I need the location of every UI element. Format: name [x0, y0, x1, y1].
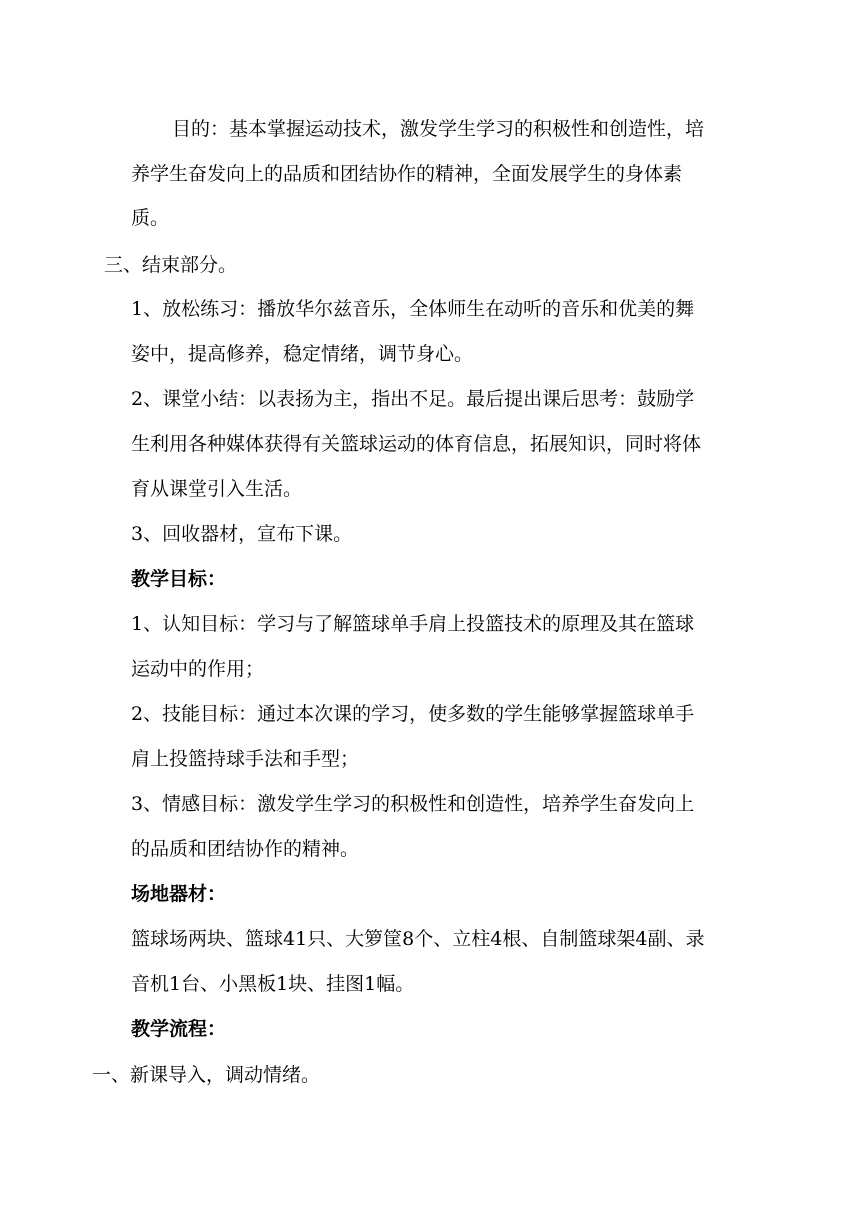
purpose-line-3: 质。: [131, 207, 170, 229]
objective1-line-1: 1、认知目标：学习与了解篮球单手肩上投篮技术的原理及其在篮球: [131, 613, 695, 635]
objective2-line-2: 肩上投篮持球手法和手型；: [131, 748, 360, 770]
objective3-line-2: 的品质和团结协作的精神。: [131, 838, 360, 860]
section-one-heading: 一、新课导入，调动情绪。: [92, 1064, 321, 1086]
objective1-line-2: 运动中的作用；: [131, 658, 265, 680]
item3-line: 3、回收器材，宣布下课。: [131, 523, 353, 545]
objective3-line-1: 3、情感目标：激发学生学习的积极性和创造性，培养学生奋发向上: [131, 793, 695, 815]
objective2-line-1: 2、技能目标：通过本次课的学习，使多数的学生能够掌握篮球单手: [131, 703, 695, 725]
item2-line-1: 2、课堂小结：以表扬为主，指出不足。最后提出课后思考：鼓励学: [131, 388, 695, 410]
process-heading: 教学流程：: [131, 1018, 227, 1040]
purpose-line-2: 养学生奋发向上的品质和团结协作的精神，全面发展学生的身体素: [131, 163, 683, 185]
item1-line-2: 姿中，提高修养，稳定情绪，调节身心。: [131, 343, 474, 365]
item2-line-3: 育从课堂引入生活。: [131, 478, 303, 500]
equipment-line-1: 篮球场两块、篮球41只、大箩筐8个、立柱4根、自制篮球架4副、录: [131, 928, 705, 950]
equipment-heading: 场地器材：: [131, 883, 227, 905]
equipment-line-2: 音机1台、小黑板1块、挂图1幅。: [131, 973, 415, 995]
purpose-line-1: 目的：基本掌握运动技术，激发学生学习的积极性和创造性，培: [172, 118, 705, 140]
item2-line-2: 生利用各种媒体获得有关篮球运动的体育信息，拓展知识，同时将体: [131, 433, 702, 455]
objectives-heading: 教学目标：: [131, 568, 227, 590]
item1-line-1: 1、放松练习：播放华尔兹音乐，全体师生在动听的音乐和优美的舞: [131, 298, 695, 320]
section-three-heading: 三、结束部分。: [104, 254, 238, 276]
